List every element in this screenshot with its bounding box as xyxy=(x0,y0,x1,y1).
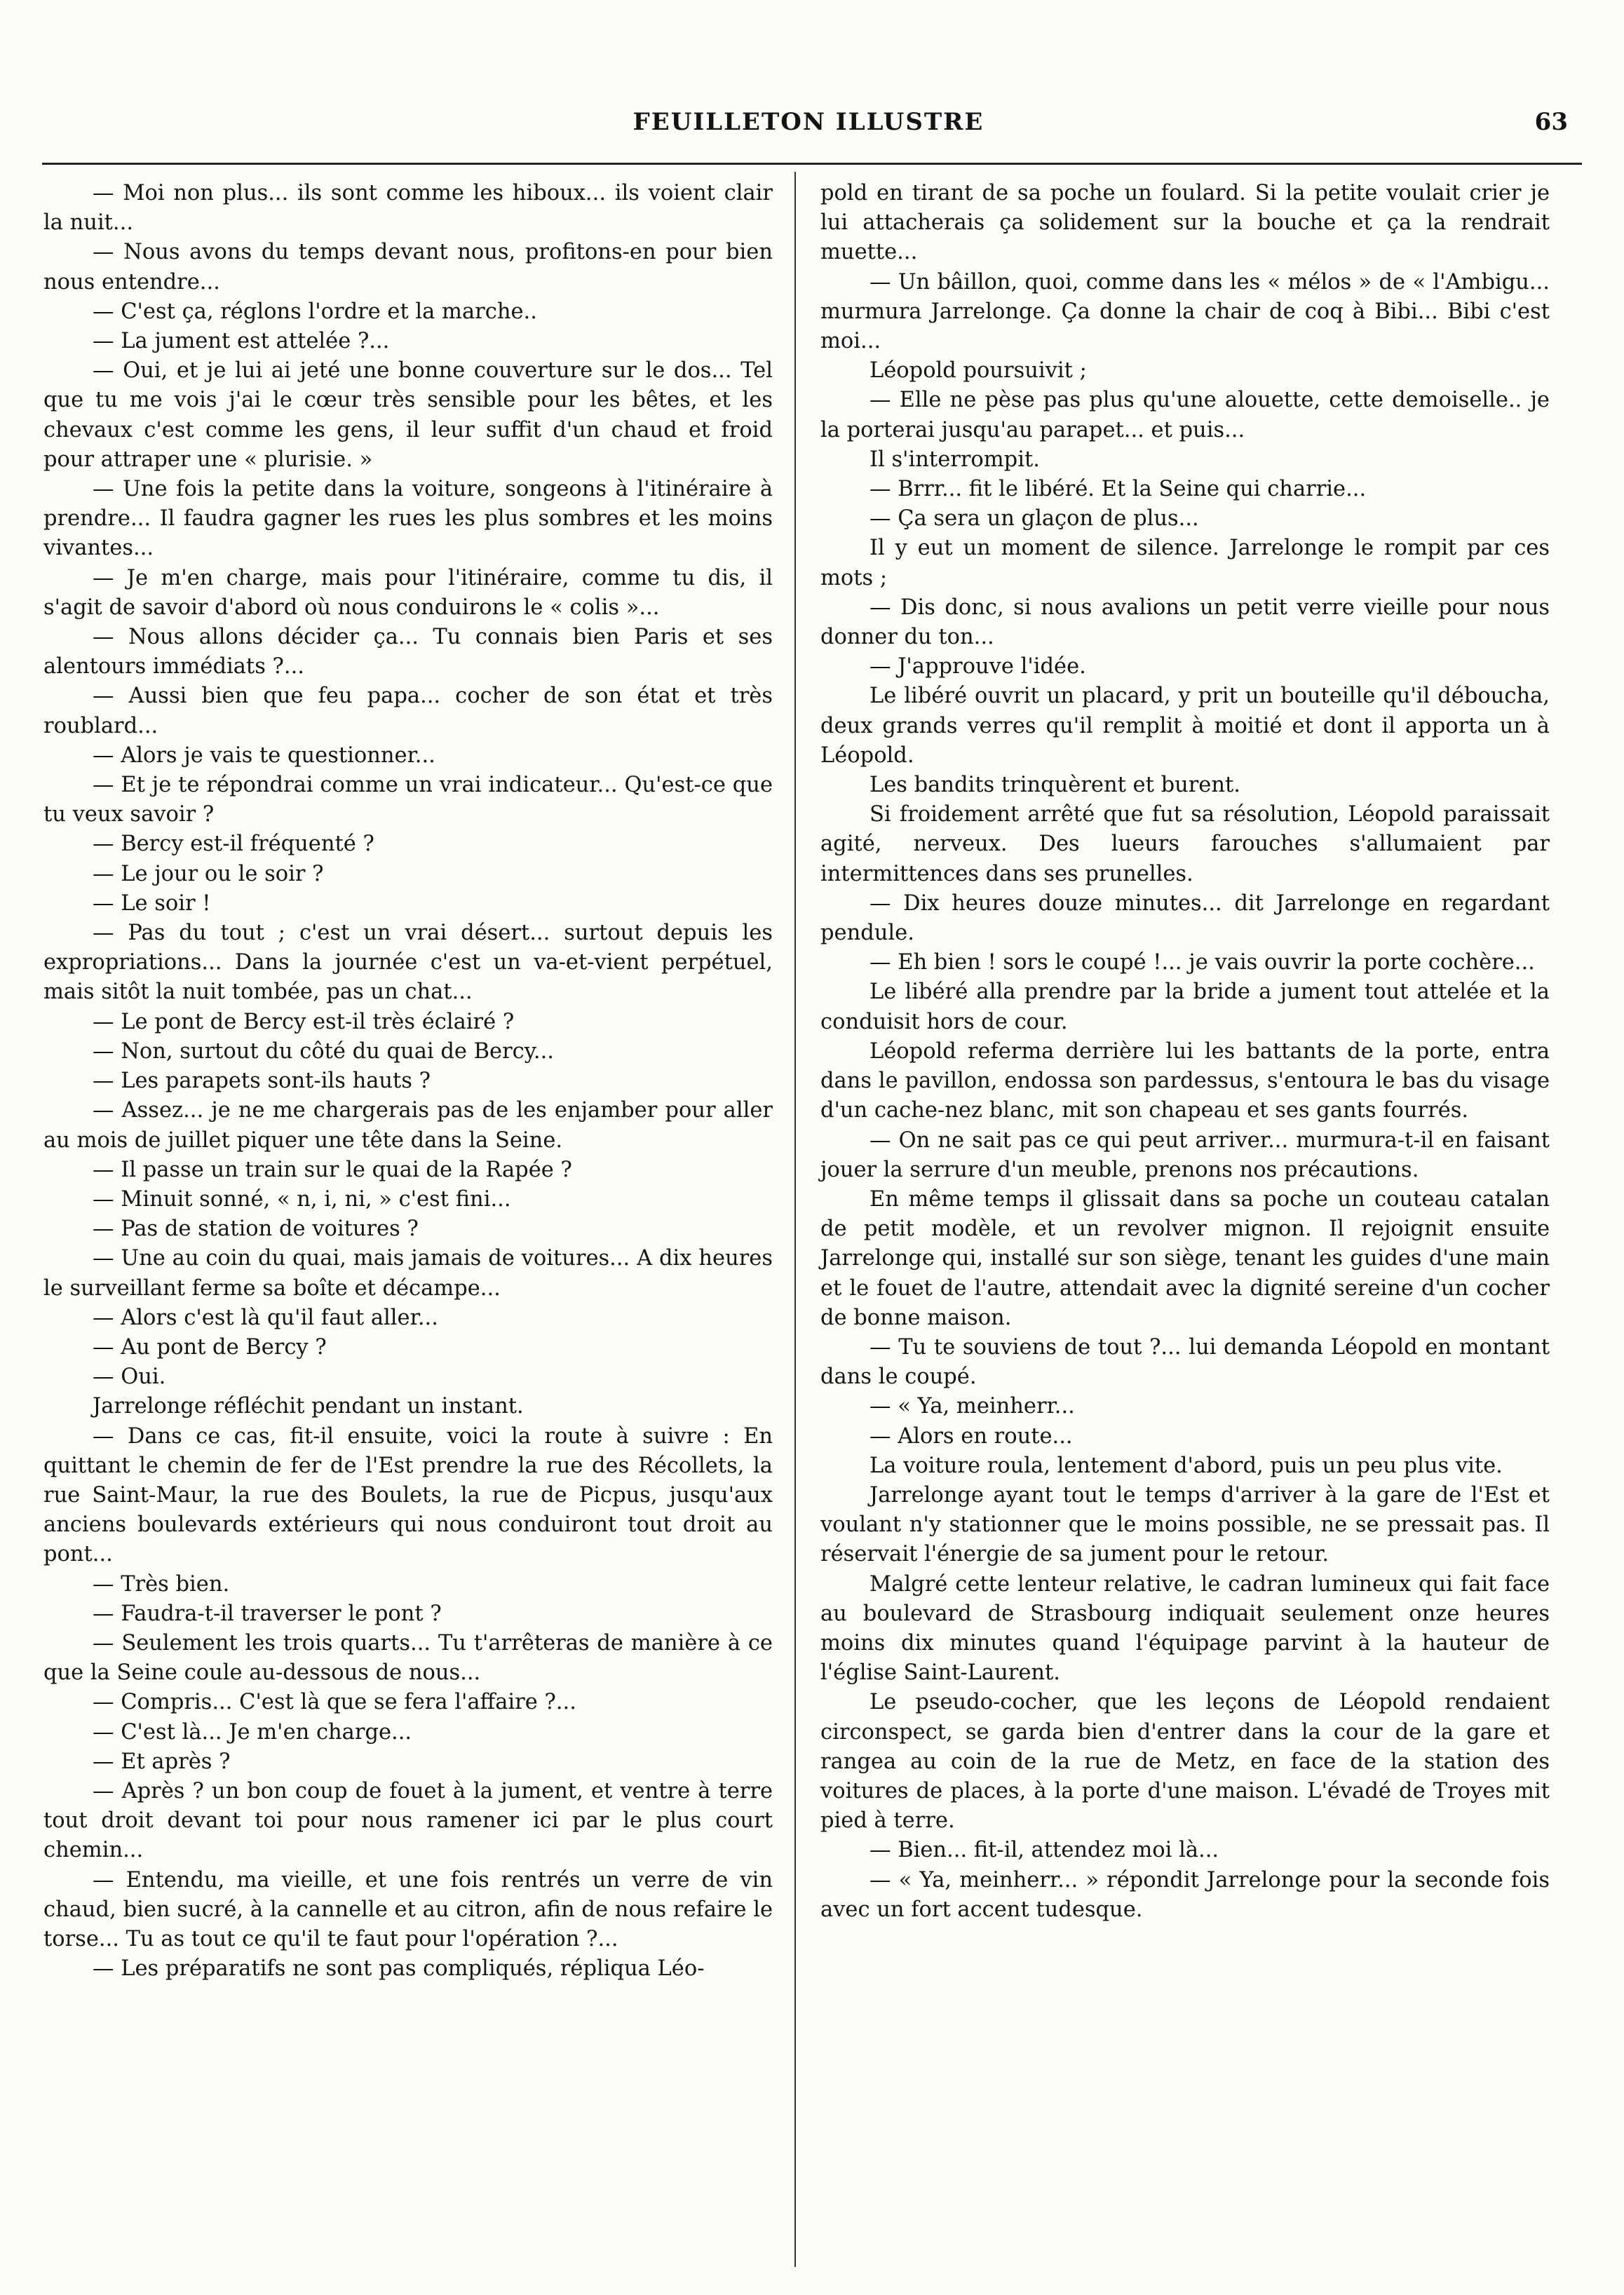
left-column xyxy=(43,179,773,1984)
paragraph: — Un bâillon, quoi, comme dans les « mélos » de « l'Ambigu... murmura Jarrelonge. Ça donne la chair de coq à Bibi... Bibi c'est moi... xyxy=(820,269,1550,354)
paragraph: — Faudra-t-il traverser le pont ? xyxy=(93,1601,442,1626)
paragraph: Les bandits trinquèrent et burent. xyxy=(869,773,1240,798)
paragraph: — Oui. xyxy=(93,1365,166,1390)
paragraph: Le libéré alla prendre par la bride a jument tout attelée et la conduisit hors de cour. xyxy=(820,980,1550,1034)
paragraph: — Eh bien ! sors le coupé !... je vais ouvrir la porte cochère... xyxy=(869,950,1535,975)
paragraph: — Seulement les trois quarts... Tu t'arrêteras de manière à ce que la Seine coule au-dessous de nous... xyxy=(43,1630,773,1686)
paragraph: — Bercy est-il fréquenté ? xyxy=(93,832,374,857)
page-header xyxy=(42,104,1575,153)
paragraph: — Ça sera un glaçon de plus... xyxy=(869,506,1199,532)
paragraph: — Une au coin du quai, mais jamais de voitures... A dix heures le surveillant ferme sa boîte et décampe... xyxy=(43,1246,773,1301)
paragraph: Le pseudo-cocher, que les leçons de Léopold rendaient circonspect, se garda bien d'entrer dans la cour de la gare et rangea au coin de la rue de Metz, en face de la station des voitures de places, à la porte d'une maison. L'évadé de Troyes mit pied à terre. xyxy=(820,1690,1550,1834)
page-number: 63 xyxy=(1534,108,1568,136)
paragraph: — Le jour ou le soir ? xyxy=(93,861,324,886)
paragraph: Si froidement arrêté que fut sa résolution, Léopold paraissait agité, nerveux. Des lueurs farouches s'allumaient par intermittences dans ses prunelles. xyxy=(820,802,1550,886)
paragraph: En même temps il glissait dans sa poche un couteau catalan de petit modèle, et un revolver mignon. Il rejoignit ensuite Jarrelonge qui, installé sur son siège, tenant les guides d'une main et le fouet de l'autre, attendait avec la dignité sereine d'un cocher de bonne maison. xyxy=(820,1186,1550,1330)
paragraph: — Moi non plus... ils sont comme les hiboux... ils voient clair la nuit... xyxy=(43,181,773,236)
paragraph: — Les préparatifs ne sont pas compliqués, répliqua Léo- xyxy=(93,1956,705,1982)
paragraph: — Je m'en charge, mais pour l'itinéraire, comme tu dis, il s'agit de savoir d'abord où nous conduirons le « colis »... xyxy=(43,565,773,620)
paragraph: — La jument est attelée ?... xyxy=(93,329,390,354)
paragraph: — Le pont de Bercy est-il très éclairé ? xyxy=(93,1009,515,1034)
running-title: FEUILLETON ILLUSTRE xyxy=(632,108,984,136)
paragraph: — Après ? un bon coup de fouet à la jument, et ventre à terre tout droit devant toi pour nous ramener ici par le plus court chemin... xyxy=(43,1778,773,1863)
paragraph: — Au pont de Bercy ? xyxy=(93,1334,327,1360)
paragraph: Malgré cette lenteur relative, le cadran lumineux qui fait face au boulevard de Strasbourg indiquait seulement onze heures moins dix minutes quand l'équipage parvint à la hauteur de l'église Saint-Laurent. xyxy=(820,1571,1550,1686)
paragraph: — Et après ? xyxy=(93,1749,231,1774)
paragraph: — Très bien. xyxy=(93,1571,230,1597)
paragraph: — Pas de station de voitures ? xyxy=(93,1217,419,1242)
paragraph: — Compris... C'est là que se fera l'affaire ?... xyxy=(93,1690,576,1715)
paragraph: — « Ya, meinherr... » répondit Jarrelonge pour la seconde fois avec un fort accent tudesque. xyxy=(820,1867,1550,1922)
paragraph: — Bien... fit-il, attendez moi là... xyxy=(869,1838,1219,1863)
right-column xyxy=(820,179,1550,1925)
paragraph: — Non, surtout du côté du quai de Bercy... xyxy=(93,1038,554,1064)
paragraph: — Pas du tout ; c'est un vrai désert... surtout depuis les expropriations... Dans la journée c'est un va-et-vient perpétuel, mais sitôt la nuit tombée, pas un chat... xyxy=(43,921,773,1005)
paragraph: — Assez... je ne me chargerais pas de les enjamber pour aller au mois de juillet piquer une tête dans la Seine. xyxy=(43,1098,773,1153)
paragraph: — Tu te souviens de tout ?... lui demanda Léopold en montant dans le coupé. xyxy=(820,1334,1550,1390)
paragraph: — Brrr... fit le libéré. Et la Seine qui charrie... xyxy=(869,477,1367,502)
paragraph: — C'est ça, réglons l'ordre et la marche.. xyxy=(93,299,537,324)
header-rule xyxy=(42,163,1582,165)
paragraph: pold en tirant de sa poche un foulard. Si la petite voulait crier je lui attacherais ça solidement sur la bouche et ça la rendrait muette... xyxy=(820,181,1550,265)
paragraph: Jarrelonge réfléchit pendant un instant. xyxy=(93,1394,524,1419)
paragraph: — On ne sait pas ce qui peut arriver... murmura-t-il en faisant jouer la serrure d'un meuble, prenons nos précautions. xyxy=(820,1128,1550,1182)
paragraph: — Minuit sonné, « n, i, ni, » c'est fini... xyxy=(93,1186,511,1212)
column-divider xyxy=(794,172,796,2267)
paragraph: — Dans ce cas, fit-il ensuite, voici la route à suivre : En quittant le chemin de fer de l'Est prendre la rue des Récollets, la rue Saint-Maur, la rue des Boulets, la rue de Picpus, jusqu'aux anciens boulevards extérieurs qui nous conduiront tout droit au pont... xyxy=(43,1423,773,1567)
paragraph: — Elle ne pèse pas plus qu'une alouette, cette demoiselle.. je la porterai jusqu'au parapet... et puis... xyxy=(820,388,1550,442)
paragraph: Léopold poursuivit ; xyxy=(869,358,1087,384)
paragraph: — Oui, et je lui ai jeté une bonne couverture sur le dos... Tel que tu me vois j'ai le cœur très sensible pour les bêtes, et les chevaux c'est comme les gens, il leur suffit d'un chaud et froid pour attraper une « plurisie. » xyxy=(43,358,773,472)
paragraph: Il y eut un moment de silence. Jarrelonge le rompit par ces mots ; xyxy=(820,536,1550,590)
paragraph: Jarrelonge ayant tout le temps d'arriver à la gare de l'Est et voulant n'y stationner que le moins possible, ne se pressait pas. Il réservait l'énergie de sa jument pour le retour. xyxy=(820,1482,1550,1567)
paragraph: La voiture roula, lentement d'abord, puis un peu plus vite. xyxy=(869,1453,1503,1478)
paragraph: Léopold referma derrière lui les battants de la porte, entra dans le pavillon, endossa son pardessus, s'entoura le bas du visage d'un cache-nez blanc, mit son chapeau et ses gants fourrés. xyxy=(820,1038,1550,1123)
paragraph: — Une fois la petite dans la voiture, songeons à l'itinéraire à prendre... Il faudra gagner les rues les plus sombres et les moins vivantes... xyxy=(43,477,773,561)
paragraph: — J'approuve l'idée. xyxy=(869,654,1086,679)
paragraph: — Il passe un train sur le quai de la Rapée ? xyxy=(93,1157,572,1182)
paragraph: — Le soir ! xyxy=(93,891,211,916)
paragraph: — Entendu, ma vieille, et une fois rentrés un verre de vin chaud, bien sucré, à la cannelle et au citron, afin de nous refaire le torse... Tu as tout ce qu'il te faut pour l'opération ?... xyxy=(43,1867,773,1951)
paragraph: — Dis donc, si nous avalions un petit verre vieille pour nous donner du ton... xyxy=(820,595,1550,650)
paragraph: — Nous allons décider ça... Tu connais bien Paris et ses alentours immédiats ?... xyxy=(43,625,773,679)
paragraph: — Nous avons du temps devant nous, profitons-en pour bien nous entendre... xyxy=(43,240,773,295)
paragraph: Le libéré ouvrit un placard, y prit un bouteille qu'il déboucha, deux grands verres qu'il remplit à moitié et dont il apporta un à Léopold. xyxy=(820,684,1550,768)
paragraph: Il s'interrompit. xyxy=(869,447,1040,472)
paragraph: — « Ya, meinherr... xyxy=(869,1394,1075,1419)
paragraph: — Aussi bien que feu papa... cocher de son état et très roublard... xyxy=(43,684,773,738)
paragraph: — Alors je vais te questionner... xyxy=(93,743,435,768)
paragraph: — Alors c'est là qu'il faut aller... xyxy=(93,1305,438,1330)
paragraph: — C'est là... Je m'en charge... xyxy=(93,1719,412,1745)
paragraph: — Les parapets sont-ils hauts ? xyxy=(93,1069,431,1094)
paragraph: — Alors en route... xyxy=(869,1423,1073,1449)
paragraph: — Et je te répondrai comme un vrai indicateur... Qu'est-ce que tu veux savoir ? xyxy=(43,773,773,827)
paragraph: — Dix heures douze minutes... dit Jarrelonge en regardant pendule. xyxy=(820,891,1550,946)
